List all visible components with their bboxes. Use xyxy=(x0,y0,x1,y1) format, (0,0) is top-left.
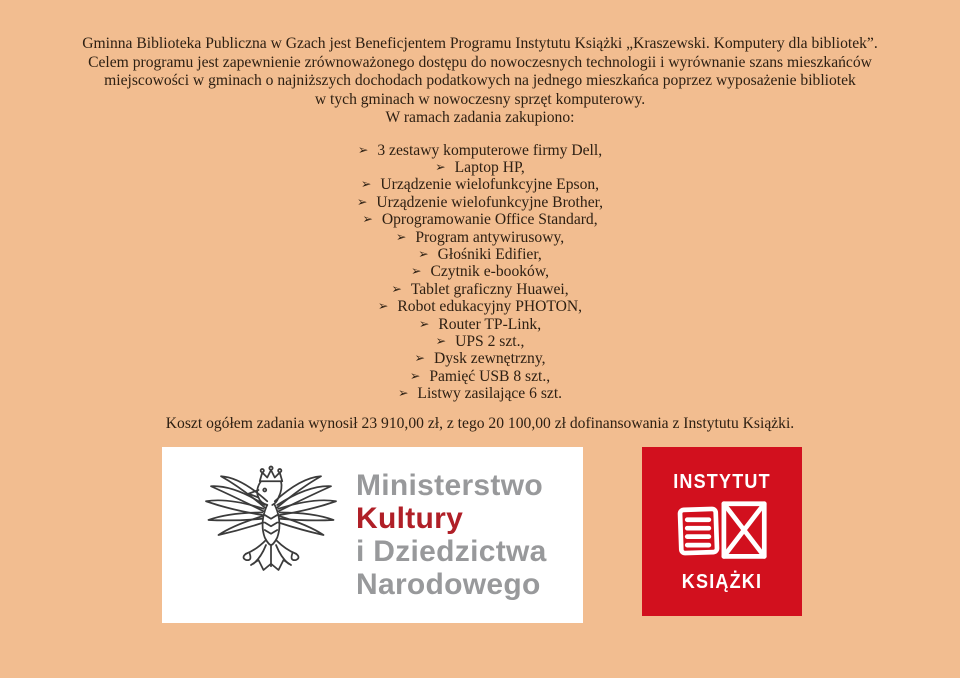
list-item-label: Dysk zewnętrzny, xyxy=(433,350,546,368)
list-item xyxy=(0,333,960,350)
list-item xyxy=(0,176,960,193)
intro-line: Celem programu jest zapewnienie zrównoważonego dostępu do nowoczesnych technologii i wyrównanie szans mieszkańców xyxy=(88,53,872,71)
list-item xyxy=(0,246,960,263)
intro-line: Gminna Biblioteka Publiczna w Gzach jest Beneficjentem Programu Instytutu Książki „Kraszewski. Komputery dla bibliotek”. xyxy=(82,35,878,52)
list-item-label: UPS 2 szt., xyxy=(455,332,525,350)
arrow-bullet-icon: ➢ xyxy=(391,280,402,296)
list-item-label: Tablet graficzny Huawei, xyxy=(410,280,569,298)
open-book-icon xyxy=(674,500,770,562)
arrow-bullet-icon: ➢ xyxy=(410,263,422,279)
list-item xyxy=(0,298,960,315)
arrow-bullet-icon: ➢ xyxy=(397,385,409,401)
list-item xyxy=(0,142,960,159)
list-item xyxy=(0,385,960,402)
list-item xyxy=(0,263,960,280)
cost-summary: Koszt ogółem zadania wynosił 23 910,00 zł, z tego 20 100,00 zł dofinansowania z Instytutu Książki. xyxy=(165,414,795,432)
ministry-line-ministerstwo: Ministerstwo xyxy=(356,468,543,502)
list-item xyxy=(0,316,960,333)
list-item-label: Oprogramowanie Office Standard, xyxy=(381,211,598,229)
arrow-bullet-icon: ➢ xyxy=(377,298,389,314)
arrow-bullet-icon: ➢ xyxy=(418,245,429,261)
list-item-label: 3 zestawy komputerowe firmy Dell, xyxy=(377,141,603,159)
ministry-line-kultury: Kultury xyxy=(356,501,464,535)
ksiazki-label: KSIĄŻKI xyxy=(681,569,763,593)
list-item xyxy=(0,229,960,246)
book-institute-logo xyxy=(642,447,802,616)
arrow-bullet-icon: ➢ xyxy=(356,193,368,209)
purchased-items-list xyxy=(0,142,960,403)
list-item-label: Robot edukacyjny PHOTON, xyxy=(397,298,583,316)
ministry-logo xyxy=(162,447,583,623)
list-item-label: Program antywirusowy, xyxy=(415,228,565,246)
list-item xyxy=(0,281,960,298)
list-item-label: Urządzenie wielofunkcyjne Epson, xyxy=(380,176,600,194)
arrow-bullet-icon: ➢ xyxy=(362,211,373,227)
ministry-line-narodowego: Narodowego xyxy=(356,567,541,601)
arrow-bullet-icon: ➢ xyxy=(418,315,430,331)
arrow-bullet-icon: ➢ xyxy=(414,350,425,366)
list-item-label: Urządzenie wielofunkcyjne Brother, xyxy=(376,193,604,211)
list-item-label: Listwy zasilające 6 szt. xyxy=(417,385,563,403)
list-item-label: Głośniki Edifier, xyxy=(437,245,542,263)
instytut-label: INSTYTUT xyxy=(673,469,771,493)
list-item-label: Laptop HP, xyxy=(454,158,525,176)
arrow-bullet-icon: ➢ xyxy=(357,141,369,157)
intro-line: w tych gminach w nowoczesny sprzęt komputerowy. xyxy=(314,90,646,108)
arrow-bullet-icon: ➢ xyxy=(409,367,421,383)
list-item xyxy=(0,350,960,367)
arrow-bullet-icon: ➢ xyxy=(435,332,447,348)
list-item xyxy=(0,368,960,385)
list-item xyxy=(0,194,960,211)
polish-eagle-icon xyxy=(196,460,346,610)
list-item-label: Pamięć USB 8 szt., xyxy=(429,367,551,385)
list-item-label: Router TP-Link, xyxy=(438,315,542,333)
arrow-bullet-icon: ➢ xyxy=(435,158,446,174)
ministry-logo-text xyxy=(356,469,547,601)
list-item xyxy=(0,211,960,228)
intro-line: miejscowości w gminach o najniższych dochodach podatkowych na jednego mieszkańca poprzez wyposażenie bibliotek xyxy=(104,72,856,89)
ministry-line-dziedzictwa: i Dziedzictwa xyxy=(356,534,547,568)
list-item-label: Czytnik e-booków, xyxy=(430,263,549,281)
intro-paragraph xyxy=(0,0,960,128)
list-heading: W ramach zadania zakupiono: xyxy=(385,109,575,126)
arrow-bullet-icon: ➢ xyxy=(395,228,407,244)
arrow-bullet-icon: ➢ xyxy=(360,176,372,192)
logos-row xyxy=(162,447,960,623)
list-item xyxy=(0,159,960,176)
